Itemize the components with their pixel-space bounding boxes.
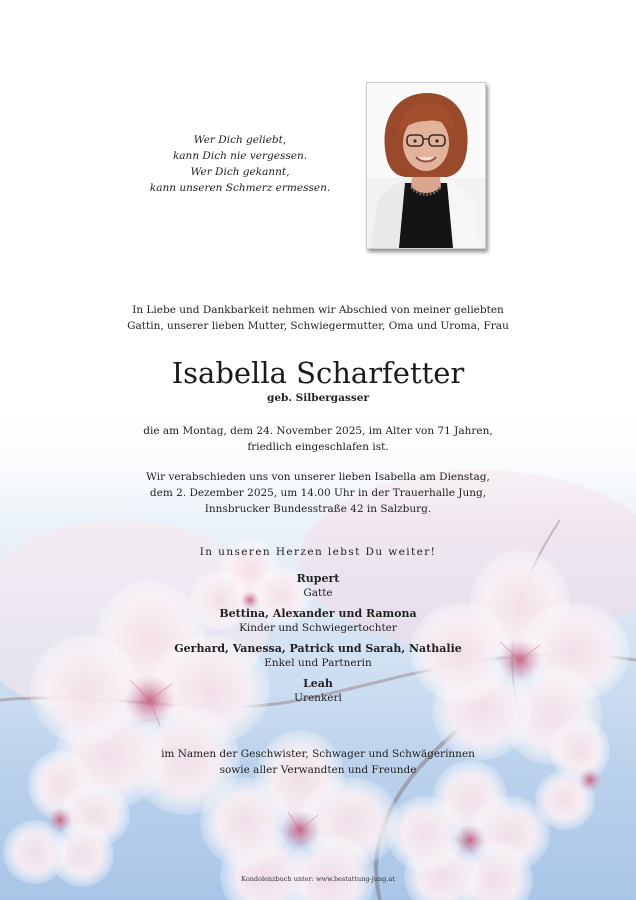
- mourner-relation: Kinder und Schwiegertochter: [239, 622, 397, 634]
- mourner-names: Rupert: [296, 572, 340, 585]
- passing-line: die am Montag, dem 24. November 2025, im Alter von 71 Jahren,: [143, 425, 493, 437]
- poem-line: Wer Dich gekannt,: [190, 166, 290, 178]
- poem-line: Wer Dich geliebt,: [193, 134, 287, 146]
- mourner-entry: [60, 606, 576, 635]
- intro-line: In Liebe und Dankbarkeit nehmen wir Abschied von meiner geliebten: [132, 304, 504, 316]
- ceremony-line: Wir verabschieden uns von unserer lieben Isabella am Dienstag,: [146, 471, 490, 483]
- mourner-names: Leah: [303, 677, 333, 690]
- mourner-entry: [60, 571, 576, 600]
- condolence-link[interactable]: Kondolenzbuch unter: www.bestattung-jung.at: [241, 875, 395, 883]
- deceased-name: Isabella Scharfetter: [171, 356, 465, 390]
- intro-line: Gattin, unserer lieben Mutter, Schwiegermutter, Oma und Uroma, Frau: [127, 320, 509, 332]
- portrait-illustration: [367, 83, 485, 248]
- closing-text: [80, 746, 556, 778]
- ceremony-line: dem 2. Dezember 2025, um 14.00 Uhr in der Trauerhalle Jung,: [149, 487, 487, 499]
- mourner-names: Bettina, Alexander und Ramona: [219, 607, 417, 620]
- passing-notice: [80, 423, 556, 455]
- ceremony-details: [80, 469, 556, 517]
- closing-line: sowie aller Verwandten und Freunde: [219, 764, 417, 776]
- mourners-list: [60, 571, 576, 711]
- mourner-entry: [60, 641, 576, 670]
- mourner-entry: [60, 676, 576, 705]
- motto: In unseren Herzen lebst Du weiter!: [199, 546, 437, 558]
- portrait-photo: [366, 82, 486, 249]
- closing-line: im Namen der Geschwister, Schwager und Schwägerinnen: [161, 748, 475, 760]
- mourner-relation: Urenkerl: [294, 692, 342, 704]
- passing-line: friedlich eingeschlafen ist.: [247, 441, 389, 453]
- intro-text: [80, 302, 556, 334]
- mourner-relation: Gatte: [303, 587, 333, 599]
- mourner-names: Gerhard, Vanessa, Patrick und Sarah, Nathalie: [174, 642, 462, 655]
- poem-line: kann unseren Schmerz ermessen.: [149, 182, 331, 194]
- memorial-poem: [140, 132, 340, 196]
- mourner-relation: Enkel und Partnerin: [264, 657, 372, 669]
- poem-line: kann Dich nie vergessen.: [172, 150, 308, 162]
- ceremony-line: Innsbrucker Bundesstraße 42 in Salzburg.: [204, 503, 432, 515]
- maiden-name: geb. Silbergasser: [267, 392, 369, 404]
